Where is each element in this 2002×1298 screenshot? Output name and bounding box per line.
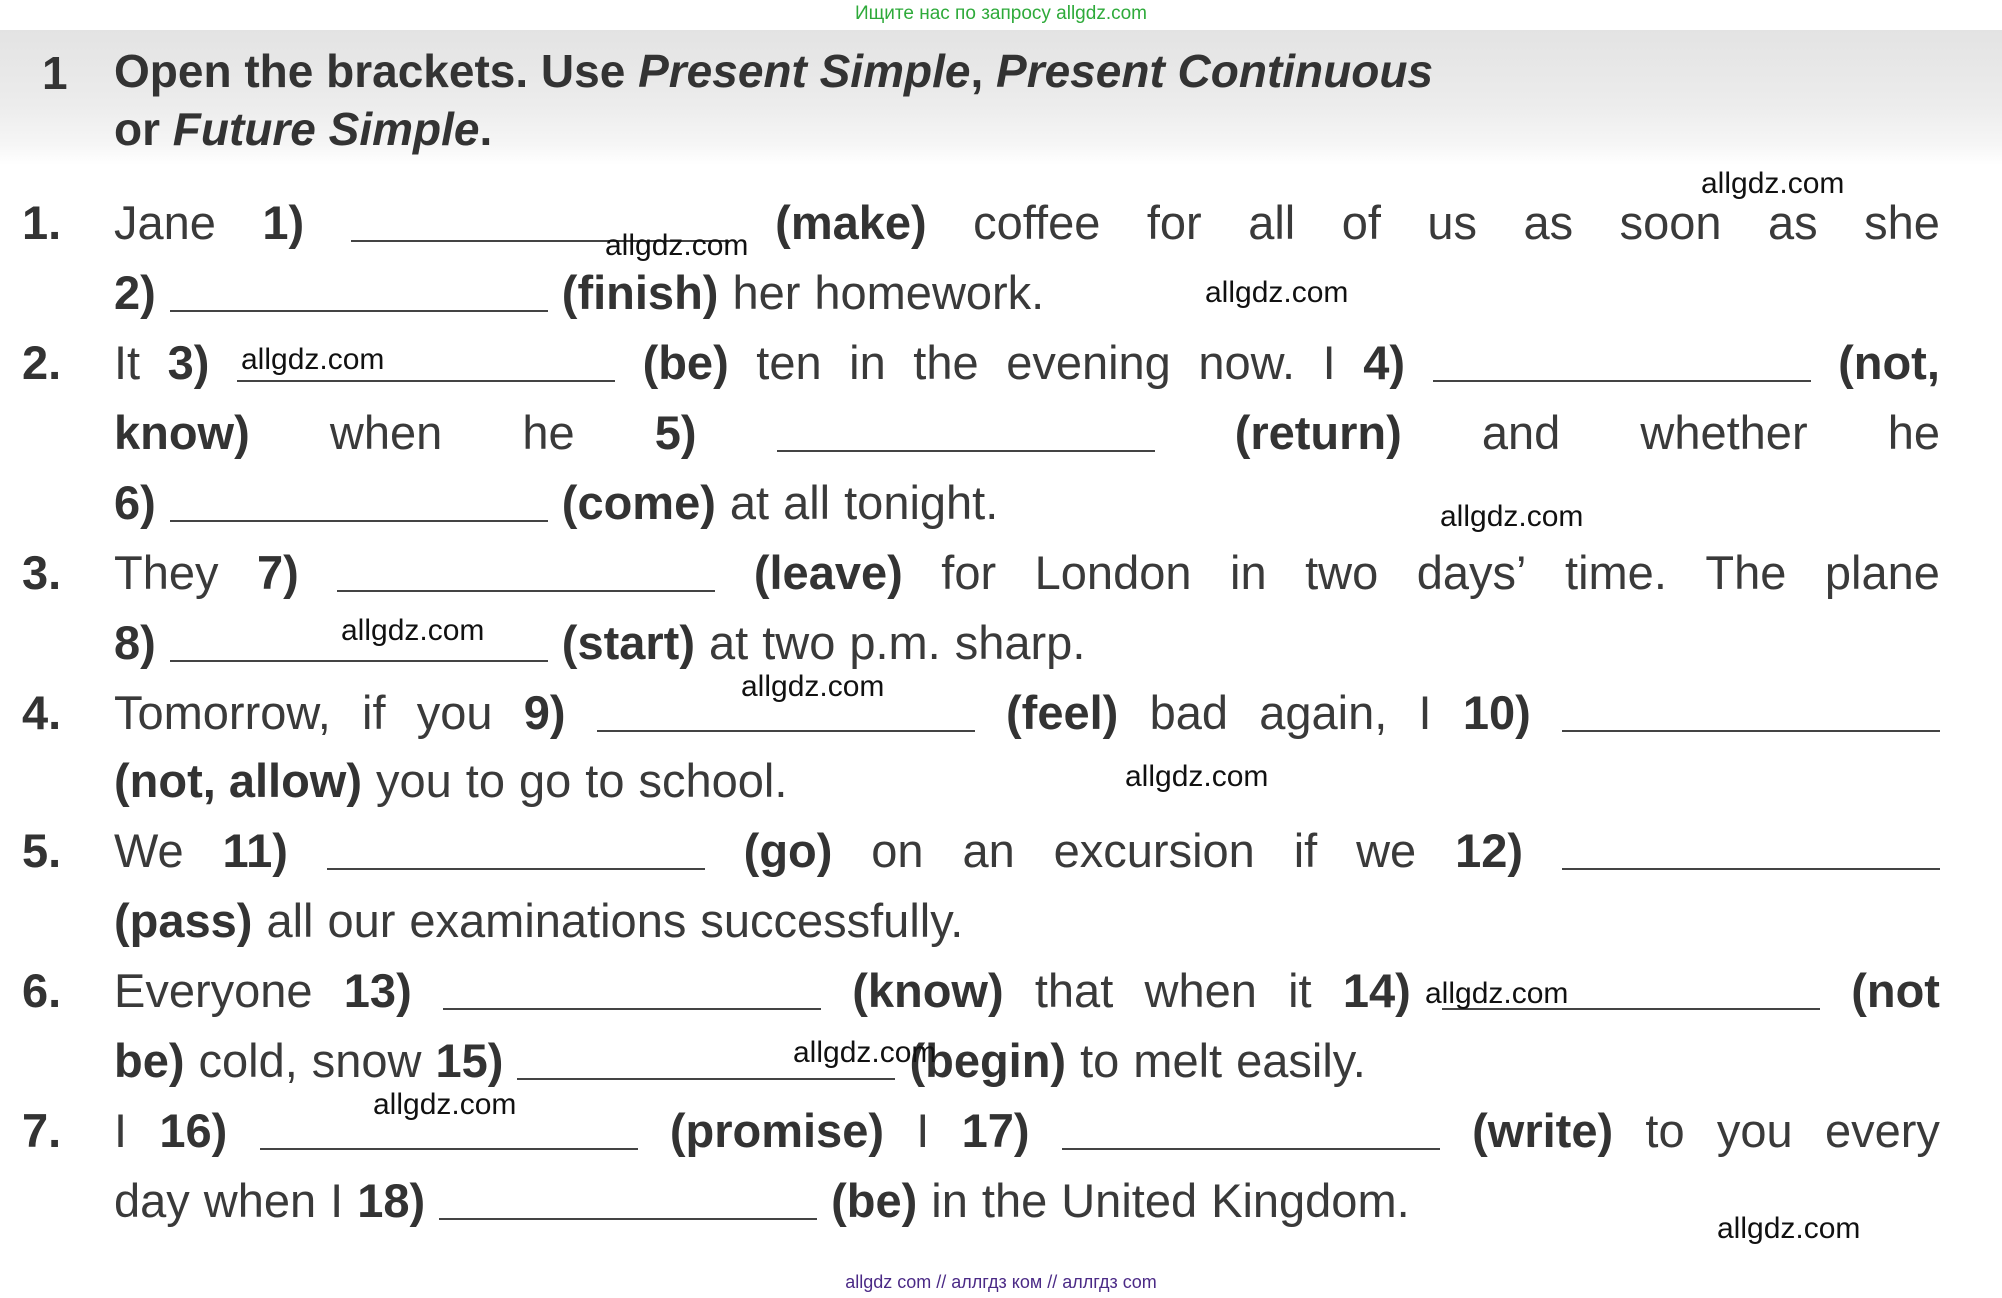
word: They — [114, 546, 219, 599]
exercise-line — [114, 956, 1940, 1026]
bold-token: 10) — [1462, 686, 1531, 739]
bold-token: 4) — [1363, 336, 1406, 389]
word: you — [1716, 1104, 1793, 1157]
word: p.m. — [849, 616, 941, 669]
title-part: , — [970, 45, 997, 97]
word: snow — [311, 1034, 422, 1087]
bold-token: 14) — [1342, 964, 1411, 1017]
watermark: allgdz.com — [1205, 276, 1349, 309]
word: all — [266, 894, 314, 947]
word: our — [327, 894, 396, 947]
footer-text: allgdz com // аллгдз ком // аллгдз com — [845, 1272, 1157, 1292]
bold-token: 6) — [114, 476, 156, 529]
word: all — [783, 476, 831, 529]
word: ten — [756, 336, 822, 389]
bold-token: be) — [114, 1034, 185, 1087]
word: us — [1427, 196, 1478, 249]
word: the — [913, 336, 979, 389]
word: all — [1248, 196, 1296, 249]
item-number: 4. — [22, 686, 62, 739]
answer-blank[interactable] — [439, 1182, 817, 1220]
word: when — [1144, 964, 1257, 1017]
word: successfully. — [700, 894, 964, 947]
word: I — [1418, 686, 1432, 739]
word: for — [1146, 196, 1202, 249]
word: again, — [1259, 686, 1388, 739]
word: Everyone — [114, 964, 313, 1017]
exercise-line — [114, 1026, 1940, 1096]
exercise-line — [114, 188, 1940, 258]
exercise-line — [114, 398, 1940, 468]
bold-token: 15) — [435, 1034, 504, 1087]
title-part: . — [479, 103, 493, 155]
exercise-line — [114, 746, 1940, 816]
bold-token: (leave) — [753, 546, 903, 599]
word: when — [329, 406, 443, 459]
bold-token: (begin) — [909, 1034, 1067, 1087]
word: her — [732, 266, 801, 319]
word: easily. — [1236, 1034, 1366, 1087]
bold-token: 2) — [114, 266, 156, 319]
exercise-line — [114, 468, 1940, 538]
word: cold, — [198, 1034, 298, 1087]
word: we — [1356, 824, 1417, 877]
watermark: allgdz.com — [793, 1036, 937, 1069]
bold-token: 11) — [222, 824, 288, 877]
word: days’ — [1416, 546, 1527, 599]
watermark: allgdz.com — [1701, 167, 1845, 200]
word: of — [1341, 196, 1381, 249]
word: it — [1288, 964, 1312, 1017]
word: to — [465, 754, 505, 807]
word: in — [849, 336, 886, 389]
watermark: allgdz.com — [1440, 500, 1584, 533]
exercise-line — [114, 328, 1940, 398]
item-number: 2. — [22, 336, 62, 389]
exercise-line — [114, 538, 1940, 608]
watermark: allgdz.com — [341, 614, 485, 647]
word: soon — [1619, 196, 1722, 249]
word: I — [330, 1174, 344, 1227]
bold-token: 16) — [159, 1104, 228, 1157]
watermark: allgdz.com — [241, 343, 385, 376]
answer-blank[interactable] — [1562, 832, 1940, 870]
word: now. — [1198, 336, 1296, 389]
word: examinations — [409, 894, 687, 947]
word: I — [114, 1104, 128, 1157]
watermark: allgdz.com — [605, 229, 749, 262]
word: to — [1080, 1034, 1120, 1087]
title-part-tense: Present Continuous — [996, 45, 1434, 97]
bold-token: 17) — [961, 1104, 1030, 1157]
word: United — [1061, 1174, 1198, 1227]
word: you — [376, 754, 452, 807]
word: plane — [1824, 546, 1940, 599]
answer-blank[interactable] — [170, 274, 548, 312]
bold-token: (be) — [831, 1174, 918, 1227]
word: he — [522, 406, 575, 459]
word: the — [981, 1174, 1048, 1227]
bold-token: 5) — [654, 406, 697, 459]
answer-blank[interactable] — [1062, 1112, 1440, 1150]
item-number: 3. — [22, 546, 62, 599]
item-number: 7. — [22, 1104, 62, 1157]
word: at — [708, 616, 749, 669]
bold-token: (finish) — [561, 266, 719, 319]
word: in — [1230, 546, 1267, 599]
word: coffee — [973, 196, 1101, 249]
exercise-line — [114, 678, 1940, 748]
exercise-line — [114, 816, 1940, 886]
bold-token: 13) — [343, 964, 412, 1017]
word: if — [362, 686, 386, 739]
word: to — [1645, 1104, 1685, 1157]
top-ad-text: Ищите нас по запросу allgdz.com — [854, 3, 1147, 24]
exercise-number: 1 — [42, 47, 68, 99]
word: and — [1481, 406, 1561, 459]
word: if — [1293, 824, 1318, 877]
word: tonight. — [844, 476, 999, 529]
exercise-title — [114, 42, 1734, 158]
item-number: 1. — [22, 196, 62, 249]
title-part: Open the brackets. Use — [114, 45, 639, 97]
word: bad — [1149, 686, 1228, 739]
answer-blank[interactable] — [170, 484, 548, 522]
word: in — [931, 1174, 968, 1227]
word: day — [114, 1174, 190, 1227]
word: homework. — [814, 266, 1045, 319]
bold-token: (come) — [561, 476, 716, 529]
bold-token: (return) — [1234, 406, 1402, 459]
answer-blank[interactable] — [337, 554, 715, 592]
bold-token: (feel) — [1006, 686, 1119, 739]
word: It — [114, 336, 141, 389]
bold-token: know) — [114, 406, 250, 459]
bold-token: 3) — [167, 336, 210, 389]
word: as — [1768, 196, 1818, 249]
bold-token: 1) — [262, 196, 305, 249]
item-number: 5. — [22, 824, 62, 877]
word: evening — [1006, 336, 1171, 389]
bold-token: (go) — [743, 824, 833, 877]
bold-token: (know) — [852, 964, 1004, 1017]
title-part: or — [114, 103, 173, 155]
word: I — [1322, 336, 1336, 389]
word: The — [1705, 546, 1787, 599]
watermark: allgdz.com — [1125, 760, 1269, 793]
word: Kingdom. — [1211, 1174, 1410, 1227]
title-part-tense: Present Simple — [638, 45, 971, 97]
bold-token: (promise) — [669, 1104, 884, 1157]
exercise-line — [114, 886, 1940, 956]
word: as — [1523, 196, 1574, 249]
watermark: allgdz.com — [741, 670, 885, 703]
bold-token: (not — [1851, 964, 1940, 1017]
word: two — [762, 616, 836, 669]
word: London — [1034, 546, 1192, 599]
word: she — [1864, 196, 1940, 249]
exercise-line — [114, 258, 1940, 328]
item-number: 6. — [22, 964, 62, 1017]
bold-token: 7) — [257, 546, 299, 599]
word: melt — [1133, 1034, 1223, 1087]
bold-token: 18) — [357, 1174, 426, 1227]
word: to — [585, 754, 625, 807]
word: for — [941, 546, 997, 599]
bold-token: (pass) — [114, 894, 253, 947]
answer-blank[interactable] — [1433, 344, 1811, 382]
bold-token: (not, — [1838, 336, 1940, 389]
answer-blank[interactable] — [777, 414, 1155, 452]
word: I — [916, 1104, 930, 1157]
word: school. — [638, 754, 788, 807]
bold-token: 8) — [114, 616, 156, 669]
word: when — [203, 1174, 317, 1227]
bold-token: (be) — [642, 336, 729, 389]
bold-token: 12) — [1455, 824, 1523, 877]
answer-blank[interactable] — [443, 972, 821, 1010]
watermark: allgdz.com — [1717, 1212, 1861, 1245]
word: two — [1305, 546, 1379, 599]
bold-token: (make) — [775, 196, 927, 249]
answer-blank[interactable] — [1562, 694, 1940, 732]
word: whether — [1640, 406, 1808, 459]
bold-token: 9) — [523, 686, 566, 739]
word: sharp. — [954, 616, 1086, 669]
word: time. — [1565, 546, 1667, 599]
word: you — [416, 686, 493, 739]
word: every — [1824, 1104, 1940, 1157]
bold-token: (start) — [561, 616, 695, 669]
word: go — [519, 754, 572, 807]
exercise-line — [114, 1166, 1940, 1236]
word: he — [1887, 406, 1940, 459]
word: Tomorrow, — [114, 686, 331, 739]
word: that — [1034, 964, 1114, 1017]
word: Jane — [114, 196, 216, 249]
word: at — [729, 476, 770, 529]
bold-token: (not, allow) — [114, 754, 363, 807]
watermark: allgdz.com — [1425, 977, 1569, 1010]
title-part-tense: Future Simple — [172, 103, 480, 155]
bold-token: (write) — [1472, 1104, 1614, 1157]
word: We — [114, 824, 184, 877]
word: excursion — [1053, 824, 1255, 877]
watermark: allgdz.com — [373, 1088, 517, 1121]
word: an — [962, 824, 1015, 877]
answer-blank[interactable] — [327, 832, 705, 870]
word: on — [871, 824, 924, 877]
